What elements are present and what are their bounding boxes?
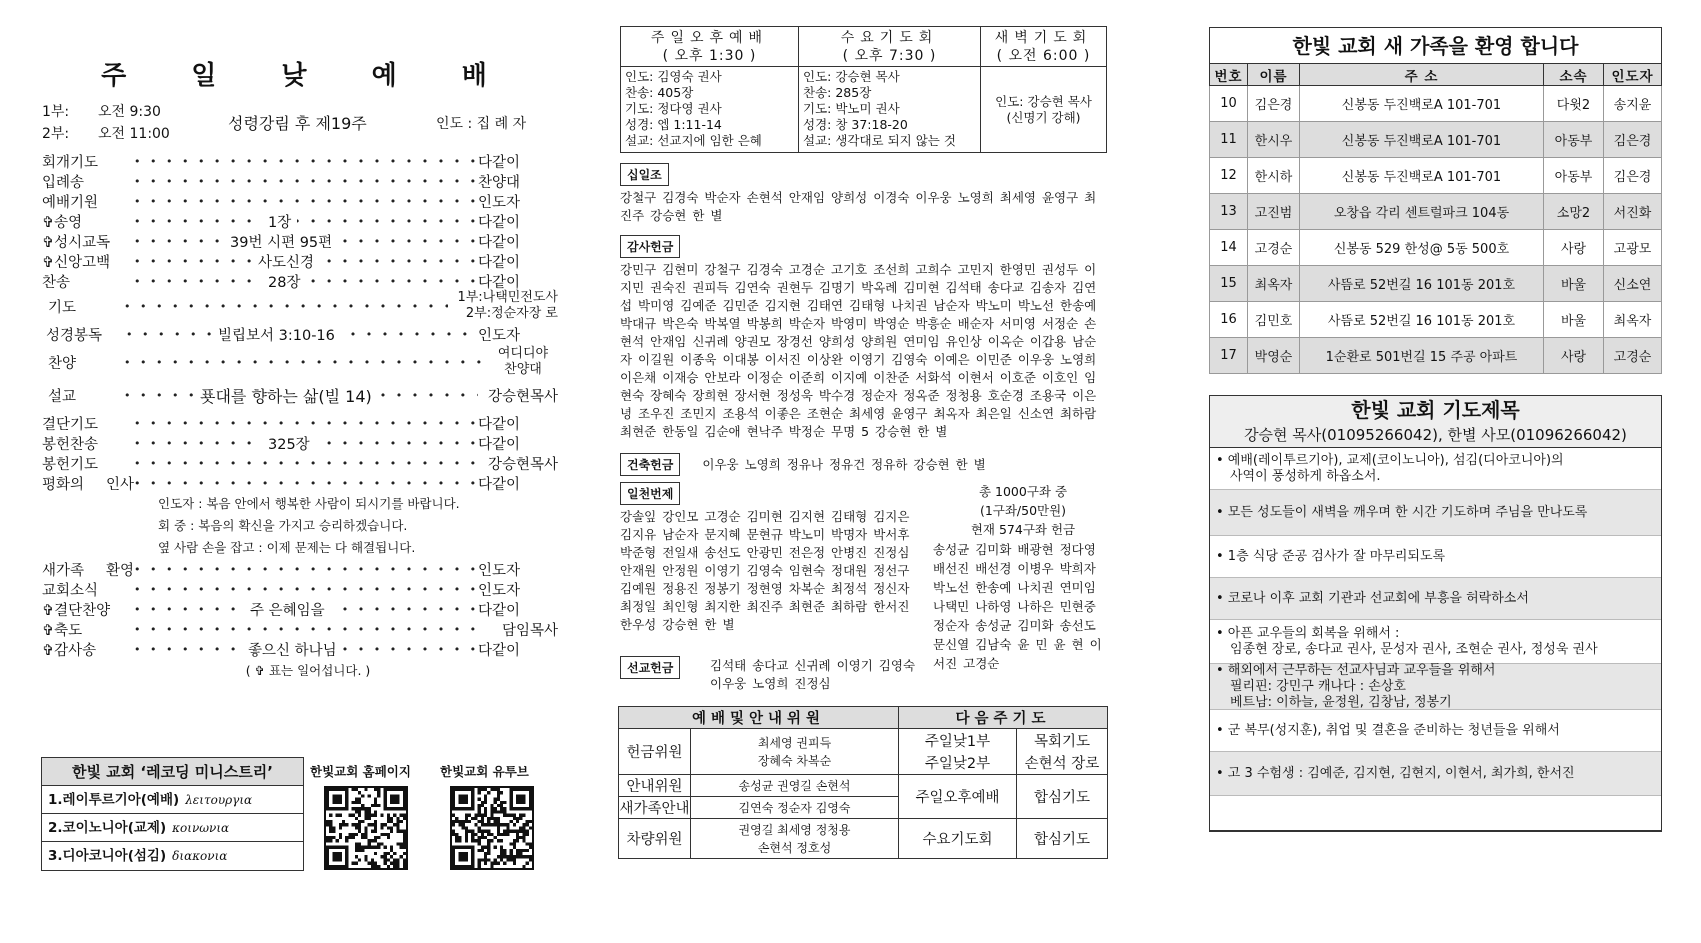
service-title: 주일오후예배	[650, 29, 769, 46]
table-cell: 고광모	[1604, 230, 1662, 266]
time-part: 1부:	[42, 104, 70, 120]
table-cell: 아동부	[1544, 158, 1604, 194]
prayer-item	[1210, 448, 1661, 490]
service-header	[621, 27, 799, 67]
table-cell: 신봉동 두진백로A 101-701	[1300, 122, 1544, 158]
order-row	[38, 433, 558, 453]
table-cell: 송지윤	[1604, 86, 1662, 122]
table-cell: 사랑	[1544, 338, 1604, 374]
prayer-item	[1210, 578, 1661, 620]
order-row-anthem	[38, 347, 558, 377]
order-label: 평화의 인사	[42, 476, 134, 493]
homepage-qr-code[interactable]	[324, 786, 408, 870]
youtube-qr-label: 한빛교회 유투브	[440, 764, 529, 779]
table-cell: 최옥자	[1604, 302, 1662, 338]
homepage-qr-label: 한빛교회 홈페이지	[310, 764, 411, 779]
table-cell: 신봉동 529 한성@ 5동 500호	[1300, 230, 1544, 266]
prayer-leader-1: 1부:나택민전도사	[457, 290, 558, 305]
offering-section	[620, 26, 1108, 693]
dot-leader	[134, 563, 478, 576]
prayer-requests	[1209, 395, 1662, 832]
duty-name-line: 손현석 정호성	[757, 840, 832, 855]
recording-item	[42, 814, 303, 842]
recording-item	[42, 842, 303, 870]
service-header	[799, 27, 981, 67]
table-cell: 바울	[1544, 266, 1604, 302]
order-label: ✞축도	[42, 622, 83, 639]
order-leader	[448, 290, 558, 322]
order-label: 설교	[48, 388, 77, 405]
table-cell: 신봉동 두진백로A 101-701	[1300, 158, 1544, 194]
sermon-title: 푯대를 향하는 삶(빌 14)	[194, 384, 378, 407]
worship-leader: 인도 : 집 례 자	[436, 116, 527, 132]
table-cell: 한시우	[1248, 122, 1300, 158]
order-leader: 다같이	[478, 476, 521, 493]
order-label: 예배기원	[42, 194, 99, 211]
table-cell: 소망2	[1544, 194, 1604, 230]
recording-item-label: 3.디아코니아(섬김)	[48, 848, 167, 864]
order-value: 1장	[262, 211, 297, 232]
dot-leader	[134, 417, 478, 430]
dot-leader	[134, 623, 478, 636]
order-leader: 다같이	[478, 254, 521, 271]
prayer-item	[1210, 752, 1661, 796]
order-label: 봉헌기도	[42, 456, 99, 473]
dot-leader	[124, 356, 488, 369]
next-prayer: 합심기도	[1017, 819, 1108, 859]
pastor-contacts: 강승현 목사(01095266042), 한별 사모(01096266042)	[1210, 424, 1661, 448]
order-leader: 찬양대	[478, 174, 521, 191]
order-label: 성경봉독	[46, 327, 103, 344]
order-value: 28장	[262, 271, 306, 292]
service-line: 찬송: 405장	[625, 85, 694, 100]
order-leader: 인도자	[478, 194, 521, 211]
next-day: 수요기도회	[899, 819, 1017, 859]
prayer-line: • 고 3 수험생 : 김예준, 김지현, 김현지, 이현서, 최가희, 한서진	[1216, 765, 1575, 781]
dot-leader	[134, 175, 478, 188]
service-header	[981, 27, 1107, 67]
prayer-line: • 아픈 교우들의 회복을 위해서 :	[1216, 625, 1400, 641]
tithe-names: 강철구 김경숙 박순자 손현석 안재임 양희성 이경숙 이우웅 노영희 최세영 윤영구 최진주 강승현 한 별	[620, 190, 1097, 223]
table-row	[1210, 122, 1662, 158]
dot-leader	[134, 155, 478, 168]
table-row	[1210, 338, 1662, 374]
table-cell: 박영순	[1248, 338, 1300, 374]
worship-header	[38, 99, 558, 151]
order-label: 회개기도	[42, 154, 99, 171]
table-cell: 12	[1210, 158, 1248, 194]
service-line: 기도: 박노미 권사	[803, 101, 900, 116]
worship-title: 주 일 낮 예 배	[101, 61, 515, 91]
order-label: 결단기도	[42, 416, 99, 433]
next-day: 주일낮2부	[899, 752, 1017, 775]
table-cell: 17	[1210, 338, 1248, 374]
order-row	[38, 151, 558, 171]
next-prayer: 손현석 장로	[1017, 752, 1108, 775]
order-label: ✞신앙고백	[42, 254, 111, 271]
next-prayer-header: 다음주기도	[899, 707, 1108, 729]
dot-leader	[134, 477, 478, 490]
order-label: ✞결단찬양	[42, 602, 111, 619]
service-times	[42, 101, 170, 145]
table-cell: 김민호	[1248, 302, 1300, 338]
recording-item-greek: λειτουργια	[185, 793, 253, 807]
order-value: 39번 시편 95편	[224, 231, 338, 252]
anthem-leader-2: 찬양대	[504, 362, 542, 377]
prayer-title: 한빛 교회 기도제목	[1210, 396, 1661, 424]
order-row	[38, 599, 558, 619]
order-leader: 인도자	[478, 582, 521, 599]
prayer-item	[1210, 710, 1661, 752]
order-row	[38, 251, 558, 271]
recording-item-greek: κοινωνια	[172, 821, 230, 835]
duty-role: 안내위원	[619, 775, 691, 797]
order-row	[38, 473, 558, 493]
order-row	[38, 559, 558, 579]
prayer-line: 사역이 풍성하게 하옵소서.	[1230, 468, 1381, 484]
order-row	[38, 579, 558, 599]
service-line: 성경: 엡 1:11-14	[625, 117, 722, 132]
table-row	[1210, 158, 1662, 194]
table-row	[1210, 230, 1662, 266]
table-cell: 사뜸로 52번길 16 101동 201호	[1300, 266, 1544, 302]
order-leader	[488, 346, 558, 378]
table-cell: 최옥자	[1248, 266, 1300, 302]
table-cell: 김은경	[1604, 122, 1662, 158]
liturgical-season: 성령강림 후 제19주	[228, 114, 367, 133]
duty-name-line: 장혜숙 차복순	[757, 753, 832, 768]
table-cell: 김은경	[1248, 86, 1300, 122]
prayer-line: • 모든 성도들이 새벽을 깨우며 한 시간 기도하며 주님을 만나도록	[1216, 504, 1588, 520]
recording-item-label: 1.레이투르기아(예배)	[48, 792, 180, 808]
service-title: 수요기도회	[840, 29, 939, 46]
table-cell: 다윗2	[1544, 86, 1604, 122]
prayer-item	[1210, 536, 1661, 578]
order-label: ✞성시교독	[42, 234, 111, 251]
service-time: ( 오후 7:30 )	[842, 47, 937, 64]
prayer-empty-row	[1210, 796, 1661, 830]
service-line: (신명기 강해)	[1006, 109, 1081, 125]
mission-current: 현재 574구좌 헌금	[970, 522, 1076, 537]
table-cell: 고경순	[1604, 338, 1662, 374]
prayer-line: 베트남: 이하늘, 윤정원, 김창남, 정봉기	[1230, 694, 1452, 710]
order-row	[38, 211, 558, 231]
prayer-item	[1210, 664, 1661, 710]
prayer-line: • 1층 식당 준공 검사가 잘 마무리되도록	[1216, 548, 1446, 564]
service-line: 성경: 창 37:18-20	[803, 117, 908, 132]
order-leader: 강승현목사	[487, 388, 558, 405]
order-label: 찬양	[48, 355, 77, 372]
time-value: 오전 11:00	[98, 126, 170, 142]
table-cell: 1순환로 501번길 15 주공 아파트	[1300, 338, 1544, 374]
order-leader: 다같이	[478, 602, 521, 619]
table-cell: 신봉동 두진백로A 101-701	[1300, 86, 1544, 122]
duty-names	[691, 819, 899, 859]
mission-goal	[938, 482, 1108, 539]
order-row	[38, 413, 558, 433]
table-row	[1210, 86, 1662, 122]
order-value: 주 은혜임을	[244, 599, 331, 620]
order-value: 빌립보서 3:10-16	[212, 324, 341, 345]
col-header: 인도자	[1604, 64, 1662, 86]
table-cell: 한시하	[1248, 158, 1300, 194]
prayer-line: • 코로나 이후 교회 기관과 선교회에 부흥을 허락하소서	[1216, 590, 1529, 606]
col-header: 번호	[1210, 64, 1248, 86]
table-row	[1210, 266, 1662, 302]
table-cell: 10	[1210, 86, 1248, 122]
table-cell: 오창읍 각리 센트럴파크 104동	[1300, 194, 1544, 230]
order-leader: 다같이	[478, 274, 521, 291]
missionary-names: 김석태 송다교 신귀례 이영기 김영숙 이우웅 노영희 진정심	[710, 658, 916, 691]
col-header: 주 소	[1300, 64, 1544, 86]
service-title: 새벽기도회	[994, 29, 1093, 46]
mission-names-2: 송성균 김미화 배광현 정다영 배선진 배선경 이병우 박희자 박노선 한송예 나치권 연미임 나택민 나하영 나하은 민현중 정순자 송성균 김미화 송선도 문신열 김남숙 윤 민 윤 현 이서진 고경순	[933, 542, 1102, 671]
table-cell: 서진화	[1604, 194, 1662, 230]
service-detail	[799, 67, 981, 153]
prayer-line: • 해외에서 근무하는 선교사님과 교우들을 위해서	[1216, 662, 1496, 678]
order-leader: 다같이	[478, 234, 521, 251]
order-row	[38, 191, 558, 211]
table-cell: 15	[1210, 266, 1248, 302]
order-row	[38, 453, 558, 473]
duty-name-line: 최세영 권피득	[757, 735, 832, 750]
order-leader: 다같이	[478, 154, 521, 171]
order-label: 찬송	[42, 274, 71, 291]
service-line: 찬송: 285장	[803, 85, 872, 100]
prayer-line: 임종현 장로, 송다교 권사, 문성자 권사, 조현순 권사, 정성욱 권사	[1230, 641, 1598, 657]
order-label: 기도	[48, 299, 77, 316]
mission-total: 총 1000구좌 중	[978, 484, 1068, 499]
duty-names	[691, 729, 899, 775]
table-cell: 13	[1210, 194, 1248, 230]
order-row	[38, 271, 558, 291]
order-row	[38, 231, 558, 251]
order-label: 새가족 환영	[42, 562, 134, 579]
recording-title: 한빛 교회 ‘레코딩 미니스트리’	[42, 758, 303, 786]
order-leader: 담임목사	[501, 622, 558, 639]
order-leader: 다같이	[478, 436, 521, 453]
recording-item	[42, 786, 303, 814]
newcomers-title: 한빛 교회 새 가족을 환영 합니다	[1209, 27, 1662, 63]
service-line: 인도: 김영숙 권사	[625, 69, 722, 84]
order-value: 사도신경	[252, 251, 320, 272]
peace-responses	[38, 493, 558, 559]
recording-item-label: 2.코이노니아(교제)	[48, 820, 167, 836]
worship-order-section	[38, 55, 558, 679]
table-cell: 사랑	[1544, 230, 1604, 266]
mission-label: 일천번제	[620, 482, 680, 505]
dot-leader	[134, 215, 478, 228]
prayer-line: • 군 복무(성지훈), 취업 및 결혼을 준비하는 청년들을 위해서	[1216, 722, 1560, 738]
thanks-label: 감사헌금	[620, 235, 680, 258]
table-cell: 14	[1210, 230, 1248, 266]
order-label: 봉헌찬송	[42, 436, 99, 453]
thanks-names: 강민구 김현미 강철구 김경숙 고경순 고기호 조선희 고희수 고민지 한영민 권성두 이지민 권숙진 권피득 김연숙 권현두 김명기 박옥례 김미현 김석태 송다교 김송자 김연섭 박미영 김예준 김민준 김지현 김태연 김태형 나치권 남순자 박노미 박노선 한송예 박대규 박은숙 박복열 박봉희 박순자 박영미 박영순 박흥순 배순자 서미영 서정순 손현석 안재임 신귀례 양권모 장경선 양희성 양희원 연미임 유인상 이옥순 이갑용 남순자 이길원 이종욱 이대봉 이서진 이상완 이영기 김영숙 이예은 이민준 이우웅 노영희 이은채 이재승 안보라 이정순 이준희 이지예 이찬준 서화석 이현서 이호준 이호인 임현숙 장혜숙 장희현 장서현 정성욱 박수경 정순자 정옥준 정청용 호순경 조용국 이은녕 조우진 조민지 조용석 이좋은 조현순 최세영 윤영구 최옥자 최은일 신소연 최하람 최현준 한동일 김순애 현낙주 박정순 무명 5 강승현 한 별	[620, 262, 1097, 439]
prayer-item	[1210, 490, 1661, 536]
order-row-scripture	[38, 321, 558, 347]
next-prayer: 합심기도	[1017, 775, 1108, 819]
table-cell: 아동부	[1544, 122, 1604, 158]
order-row	[38, 619, 558, 639]
response-line: 인도자 : 복음 안에서 행복한 사람이 되시기를 바랍니다.	[158, 496, 460, 511]
duty-role: 새가족안내	[619, 797, 691, 819]
order-leader: 강승현목사	[487, 456, 558, 473]
time-part: 2부:	[42, 126, 70, 142]
next-day: 주일낮1부	[899, 729, 1017, 752]
table-row	[1210, 302, 1662, 338]
prayer-line: • 예배(레이투르기아), 교제(코이노니아), 섬김(디아코니아)의	[1216, 452, 1564, 468]
service-line: 인도: 강승현 목사	[995, 93, 1092, 109]
order-leader: 인도자	[478, 562, 521, 579]
recording-item-greek: διακονια	[172, 849, 228, 863]
service-detail	[981, 67, 1107, 153]
duty-names: 송성균 권영길 손현석	[691, 775, 899, 797]
order-value: 325장	[262, 433, 316, 454]
standing-note: ( ✞ 표는 일어섭니다. )	[245, 663, 371, 678]
table-cell: 바울	[1544, 302, 1604, 338]
order-label: ✞송영	[42, 214, 83, 231]
duty-table	[618, 706, 1108, 859]
recording-ministry-box	[41, 757, 304, 871]
building-names: 이우웅 노영희 정유나 정유건 정유하 강승현 한 별	[702, 456, 986, 472]
order-leader: 다같이	[478, 214, 521, 231]
weekly-services-table	[620, 26, 1107, 153]
dot-leader	[134, 457, 478, 470]
dot-leader	[124, 300, 448, 313]
col-header: 소속	[1544, 64, 1604, 86]
mission-unit: (1구좌/50만원)	[979, 503, 1067, 518]
building-offering	[620, 453, 1108, 476]
table-cell: 김은경	[1604, 158, 1662, 194]
order-label: 교회소식	[42, 582, 99, 599]
prayer-line: 필리핀: 강민구 캐나다 : 손상호	[1230, 678, 1406, 694]
dot-leader	[134, 583, 478, 596]
service-detail	[621, 67, 799, 153]
order-leader: 인도자	[478, 327, 521, 344]
missionary-label: 선교헌금	[620, 656, 680, 679]
duty-role: 헌금위원	[619, 729, 691, 775]
newcomers-table	[1209, 27, 1662, 374]
duty-role: 차량위원	[619, 819, 691, 859]
building-label: 건축헌금	[620, 453, 680, 476]
prayer-leader-2: 2부:정순자장 로	[465, 306, 558, 321]
youtube-qr-code[interactable]	[450, 786, 534, 870]
service-line: 인도: 강승현 목사	[803, 69, 900, 84]
response-line: 회 중 : 복음의 확신을 가지고 승리하겠습니다.	[158, 518, 408, 533]
table-cell: 고진범	[1248, 194, 1300, 230]
table-row	[1210, 194, 1662, 230]
order-leader: 다같이	[478, 416, 521, 433]
order-row-prayer	[38, 291, 558, 321]
table-cell: 신소연	[1604, 266, 1662, 302]
service-line: 설교: 생각대로 되지 않는 것	[803, 133, 956, 148]
service-time: ( 오전 6:00 )	[996, 47, 1091, 64]
tithe-label: 십일조	[620, 163, 669, 186]
service-line: 설교: 선교지에 임한 은혜	[625, 133, 762, 148]
next-prayer: 목회기도	[1017, 729, 1108, 752]
table-cell: 11	[1210, 122, 1248, 158]
dot-leader	[134, 195, 478, 208]
table-cell: 고경순	[1248, 230, 1300, 266]
service-time: ( 오후 1:30 )	[662, 47, 757, 64]
order-label: ✞감사송	[42, 642, 97, 659]
col-header: 이름	[1248, 64, 1300, 86]
order-row-sermon	[38, 377, 558, 413]
next-day: 주일오후예배	[899, 775, 1017, 819]
anthem-leader-1: 여디디야	[497, 346, 549, 361]
table-cell: 16	[1210, 302, 1248, 338]
table-cell: 사뜸로 52번길 16 101동 201호	[1300, 302, 1544, 338]
order-row	[38, 171, 558, 191]
duty-names: 김연숙 정순자 김영숙	[691, 797, 899, 819]
mission-names: 강솔잎 강인모 고경순 김미현 김지현 김태형 김지은 김지유 남순자 문지혜 문현규 박노미 박명자 박서후 박준형 전일새 송선도 안광민 전은정 안병진 진정심 안재원 안정원 이영기 김영숙 임현숙 정대원 정선구 김예원 정용진 정봉기 정현영 차복순 최정석 정신자 최정일 최인형 최지한 최진주 최현준 최하람 한서진 한우성 강승현 한 별	[620, 509, 910, 632]
response-line: 옆 사람 손을 잡고 : 이제 문제는 다 해결됩니다.	[158, 540, 416, 555]
order-label: 입례송	[42, 174, 85, 191]
order-leader: 다같이	[478, 642, 521, 659]
duty-name-line: 권영길 최세영 정청용	[738, 822, 851, 837]
service-line: 기도: 정다영 권사	[625, 101, 722, 116]
order-value: 좋으신 하나님	[242, 639, 343, 660]
time-value: 오전 9:30	[98, 104, 161, 120]
prayer-item	[1210, 620, 1661, 664]
duty-header: 예배및안내위원	[619, 707, 899, 729]
order-row	[38, 639, 558, 659]
